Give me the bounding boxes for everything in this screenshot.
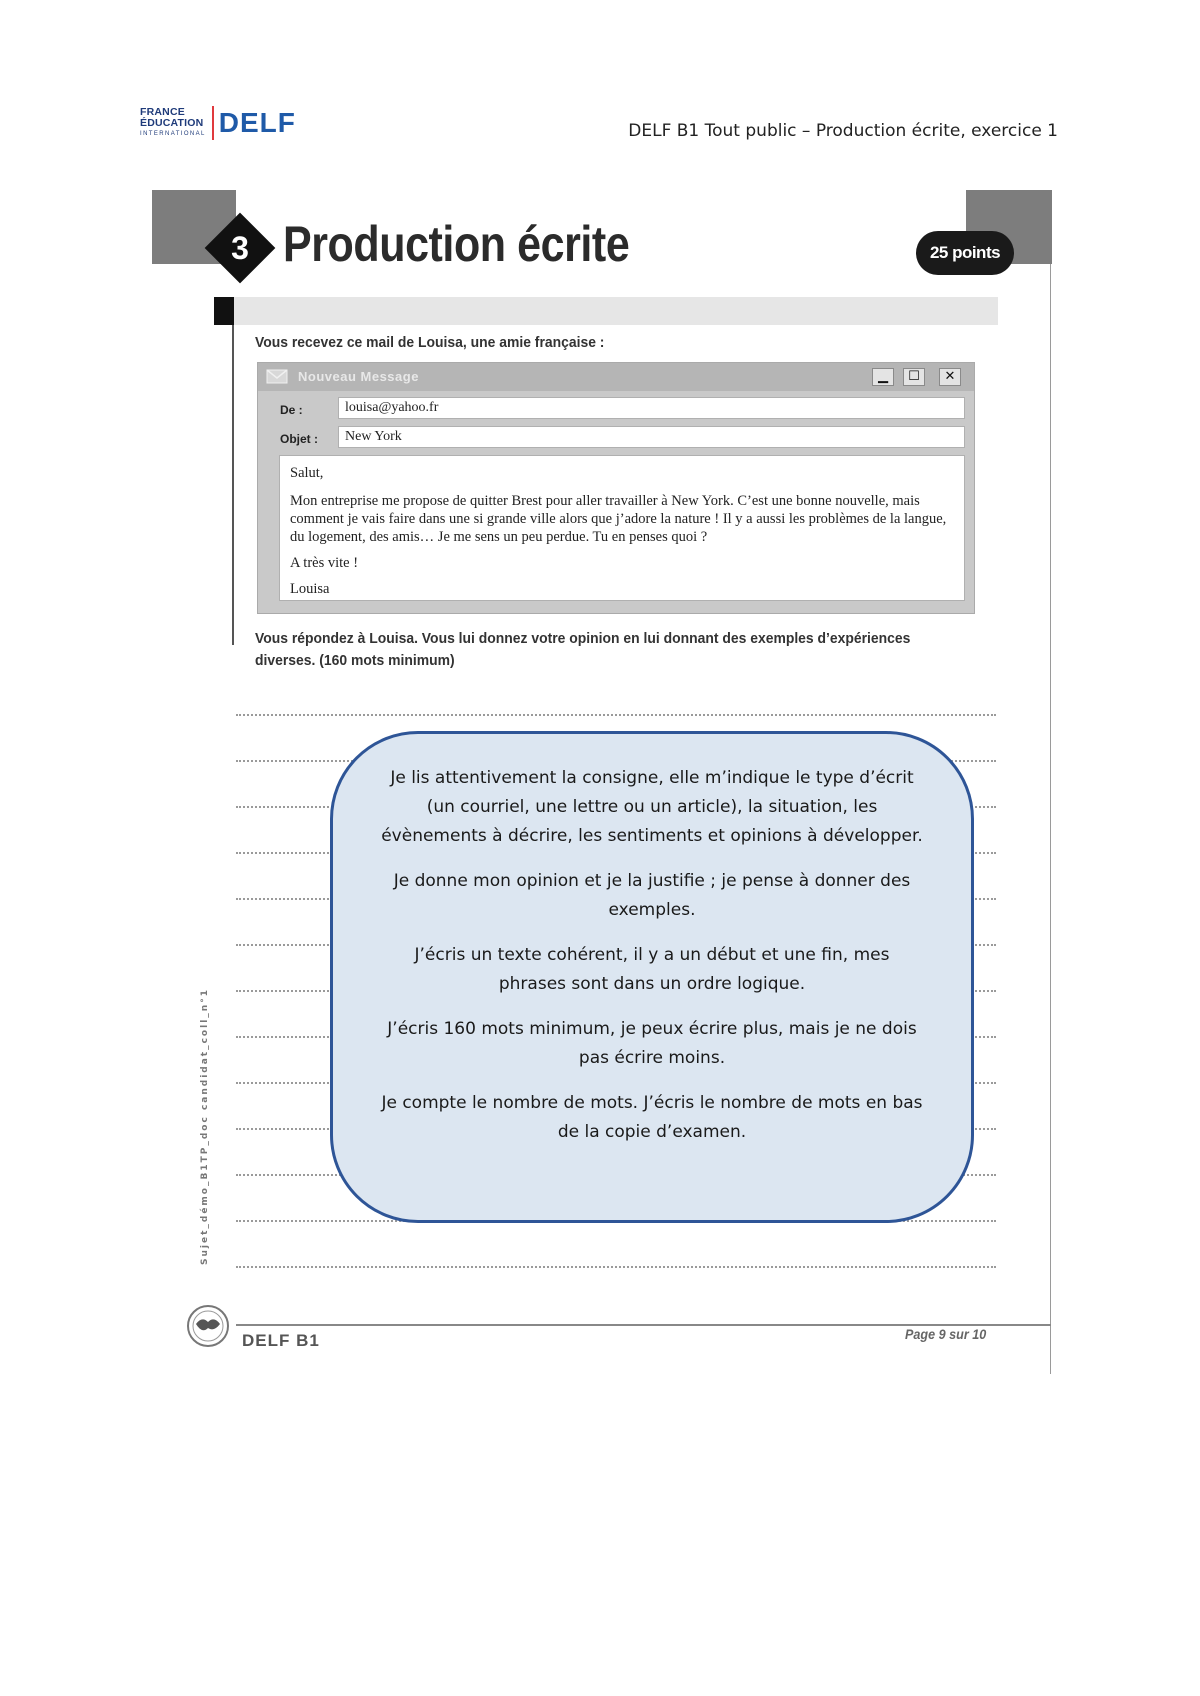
close-button[interactable]: ✕ xyxy=(939,368,961,386)
email-titlebar xyxy=(258,363,974,391)
answer-line[interactable] xyxy=(236,1266,996,1268)
intro-instruction: Vous recevez ce mail de Louisa, une amie française : xyxy=(255,335,605,351)
email-signature: Louisa xyxy=(290,581,330,597)
document-header-title: DELF B1 Tout public – Production écrite, exercice 1 xyxy=(628,121,1058,141)
advice-item: J’écris 160 mots minimum, je peux écrire plus, mais je ne dois pas écrire moins. xyxy=(387,1019,917,1068)
france-education-delf-logo xyxy=(140,103,296,143)
subject-label: Objet : xyxy=(280,432,318,446)
footer-brand: DELF B1 xyxy=(242,1331,320,1350)
logo-org-name: FRANCE ÉDUCATION INTERNATIONAL xyxy=(140,105,206,137)
advice-item: Je compte le nombre de mots. J’écris le nombre de mots en bas de la copie d’examen. xyxy=(381,1093,923,1142)
page-number: Page 9 sur 10 xyxy=(905,1326,987,1342)
exercise-strip xyxy=(214,297,998,325)
subject-field[interactable]: New York xyxy=(338,426,965,448)
maximize-button[interactable]: ☐ xyxy=(903,368,925,386)
advice-item: Je donne mon opinion et je la justifie ; je pense à donner des exemples. xyxy=(393,871,911,920)
advice-item: Je lis attentivement la consigne, elle m’indique le type d’écrit (un courriel, une lettre ou un article), la situation, les évènements à décrire, les sentiments et opinions à développer. xyxy=(381,768,923,846)
logo-separator xyxy=(212,106,214,140)
points-badge: 25 points xyxy=(916,231,1014,275)
email-window-title: Nouveau Message xyxy=(298,369,419,384)
answer-line[interactable] xyxy=(236,714,996,716)
minimize-button[interactable]: ▁ xyxy=(872,368,894,386)
email-window xyxy=(257,362,975,614)
logo-brand: DELF xyxy=(218,107,296,138)
email-closing: A très vite ! xyxy=(290,555,359,571)
from-label: De : xyxy=(280,403,303,417)
section-title: Production écrite xyxy=(283,216,630,272)
email-greeting: Salut, xyxy=(290,465,324,481)
email-body[interactable] xyxy=(279,455,965,601)
advice-item: J’écris un texte cohérent, il y a un début et une fin, mes phrases sont dans un ordre logique. xyxy=(414,945,890,994)
envelope-icon xyxy=(266,369,288,384)
exercise-left-rule xyxy=(232,325,234,645)
section-number: 3 xyxy=(231,230,249,266)
email-paragraph: Mon entreprise me propose de quitter Brest pour aller travailler à New York. C’est une bonne nouvelle, mais comment je vais faire dans une si grande ville alors que j’adore la nature ! Il y a aussi les problèmes de la langue, du logement, des amis… Je me sens un peu perdue. Tu en penses quoi ? xyxy=(290,493,947,545)
advice-bubble xyxy=(330,731,974,1223)
page-edge-rule xyxy=(1050,264,1051,1374)
exercise-marker xyxy=(214,297,234,325)
from-field[interactable]: louisa@yahoo.fr xyxy=(338,397,965,419)
delf-seal-icon xyxy=(186,1304,230,1348)
document-reference: Sujet_démo_B1TP_doc candidat_coll_n°1 xyxy=(200,988,210,1265)
task-instruction: Vous répondez à Louisa. Vous lui donnez votre opinion en lui donnant des exemples d’expériences diverses. (160 mots minimum) xyxy=(255,631,911,669)
